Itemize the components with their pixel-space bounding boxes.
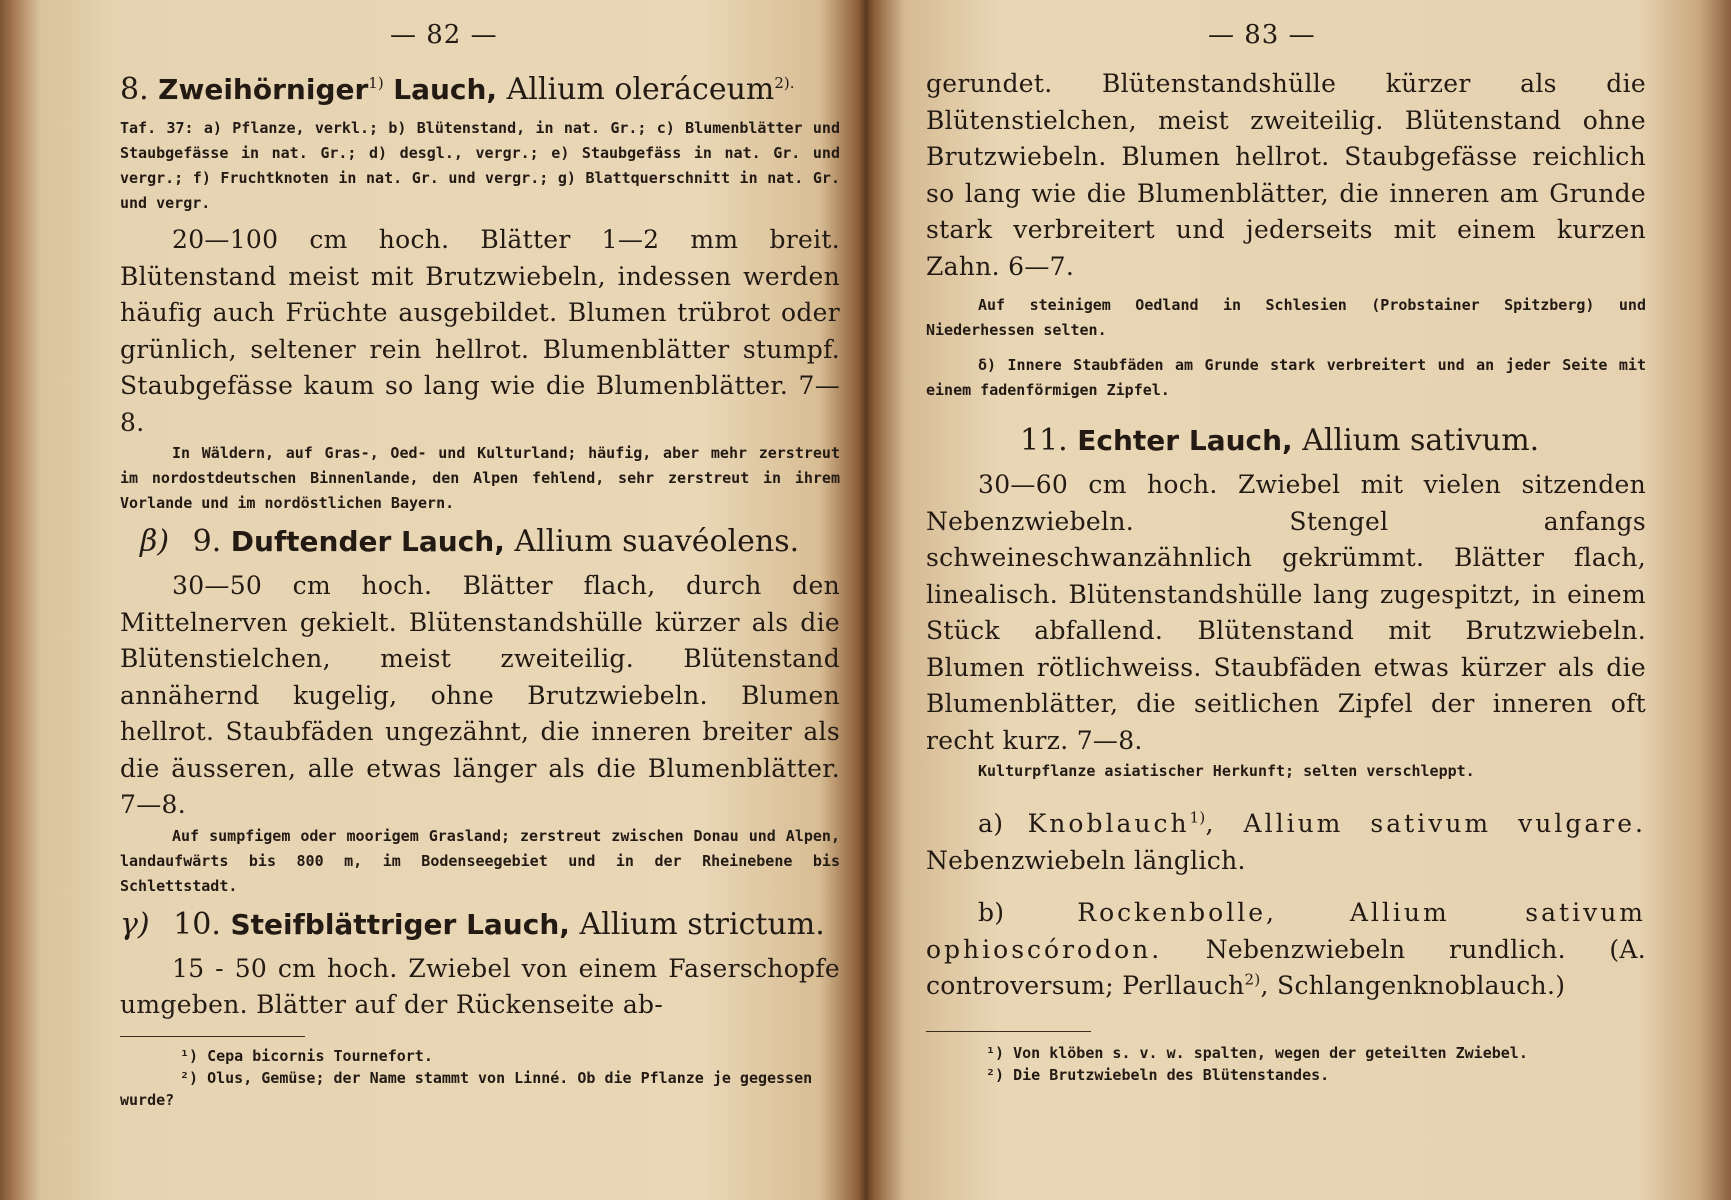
subspecies-delta-note: δ) Innere Staubfäden am Grunde stark verbreitert und an jeder Seite mit einem fadenförmigen Zipfel. [926,356,1646,399]
species-8-number: 8. [120,72,149,107]
footnote-ref-right-2: 2) [1244,970,1261,989]
species-10-continuation: gerundet. Blütenstandshülle kürzer als die Blütenstielchen, meist zweiteilig. Blütenstand ohne Brutzwiebeln. Blumen hellrot. Staubgefässe reichlich so lang wie die Blumenblätter, die inneren am Grunde stark verbreitert und jederseits mit einem kurzen Zahn. 6—7. [926,69,1646,281]
species-10-number: 10. [173,906,221,942]
variety-a-label: a) [978,809,1004,838]
species-8-description: 20—100 cm hoch. Blätter 1—2 mm breit. Blütenstand meist mit Brutzwiebeln, indessen werden häufig auch Früchte ausgebildet. Blumen trübrot oder grünlich, seltener rein hellrot. Blumenblätter stumpf. Staubgefässe kaum so lang wie die Blumenblätter. 7—8. [120,225,840,437]
species-8-name: Zweihörniger [158,73,369,106]
species-11-latin: Allium sativum. [1302,423,1540,458]
species-9-number: 9. [192,524,222,559]
variety-a [926,806,1646,879]
species-10-latin: Allium strictum. [579,906,825,942]
species-8-latin: Allium oleráceum [506,72,775,107]
footnote-ref-2: 2). [774,74,795,92]
species-10-mark: γ) [120,906,150,942]
footnote-divider-left [120,1036,305,1037]
species-8-genus: Lauch, [393,73,498,106]
species-10-description: 15 - 50 cm hoch. Zwiebel von einem Faserschopfe umgeben. Blätter auf der Rückenseite ab- [120,953,840,1019]
variety-b-label: b) [978,898,1005,927]
species-9-heading [120,522,840,562]
left-page-body [120,70,840,1111]
species-10-habitat: Auf steinigem Oedland in Schlesien (Probstainer Spitzberg) und Niederhessen selten. [926,296,1646,339]
variety-b-name: Rockenbolle, [1077,898,1277,927]
variety-b-text: Nebenzwiebeln rundlich. (A. controversum; Perllauch [926,934,1646,1000]
species-11-heading [926,421,1646,461]
right-page [918,0,1646,1200]
species-9-habitat: Auf sumpfigem oder moorigem Grasland; zerstreut zwischen Donau und Alpen, landaufwärts bis 800 m, im Bodenseegebiet und in der Rheinebene bis Schlettstadt. [120,826,840,895]
species-9-description: 30—50 cm hoch. Blätter flach, durch den Mittelnerven gekielt. Blütenstandshülle kürzer als die Blütenstielchen, meist zweiteilig. Blütenstand annähernd kugelig, ohne Brutzwiebeln. Blumen hellrot. Staubfäden ungezähnt, die inneren breiter als die äusseren, alle etwas länger als die Blumenblätter. 7—8. [120,571,840,819]
species-8-habitat: In Wäldern, auf Gras-, Oed- und Kulturland; häufig, aber mehr zerstreut im nordostdeutschen Binnenlande, den Alpen fehlend, sehr zerstreut in ihrem Vorlande und im nordöstlichen Bayern. [120,444,840,512]
variety-a-name: Knoblauch [1027,809,1190,838]
variety-a-latin: , Allium sativum vulgare. [1205,809,1646,838]
left-page [110,0,840,1200]
species-9-mark: β) [140,524,170,559]
footnote-ref-right-1: 1) [1189,808,1206,827]
species-11-number: 11. [1020,423,1068,458]
species-8-plate-note: Taf. 37: a) Pflanze, verkl.; b) Blütenstand, in nat. Gr.; c) Blumenblätter und Staubgefässe in nat. Gr.; d) desgl., vergr.; e) Staubgefäss in nat. Gr. und vergr.; f) Fruchtknoten in nat. Gr. und vergr.; g) Blattquerschnitt in nat. Gr. und vergr. [120,119,840,212]
footnote-left-2: ²) Olus, Gemüse; der Name stammt von Linné. Ob die Pflanze je gegessen wurde? [120,1068,813,1109]
variety-b [926,895,1646,1005]
footnote-right-1: ¹) Von klöben s. v. w. spalten, wegen der geteilten Zwiebel. [986,1043,1528,1062]
species-11-habitat: Kulturpflanze asiatischer Herkunft; selten verschleppt. [978,762,1475,780]
species-11-description: 30—60 cm hoch. Zwiebel mit vielen sitzenden Nebenzwiebeln. Stengel anfangs schweineschwanzähnlich gekrümmt. Blätter flach, linealisch. Blütenstandshülle lang zugespitzt, in einem Stück abfallend. Blütenstand mit Brutzwiebeln. Blumen rötlichweiss. Staubfäden etwas kürzer als die Blumenblätter, die seitlichen Zipfel der inneren oft recht kurz. 7—8. [926,470,1646,755]
species-11-name: Echter Lauch, [1077,424,1293,457]
variety-b-text2: , Schlangenknoblauch.) [1260,971,1566,1000]
footnote-ref-1: 1) [368,74,384,92]
species-8-heading [120,70,840,110]
species-10-heading [120,905,840,945]
footnote-divider-right [926,1031,1091,1032]
page-number-left: — 82 — [390,20,498,50]
species-9-latin: Allium suavéolens. [514,524,800,559]
variety-b-latin: Allium sativum ophioscórodon. [926,898,1646,964]
right-page-body [926,66,1646,1086]
species-9-name: Duftender Lauch, [230,525,505,558]
footnote-left-1: ¹) Cepa bicornis Tournefort. [180,1046,433,1065]
page-number-right: — 83 — [1208,20,1316,50]
species-10-name: Steifblättriger Lauch, [230,907,570,941]
variety-a-text: Nebenzwiebeln länglich. [926,845,1246,875]
footnote-right-2: ²) Die Brutzwiebeln des Blütenstandes. [986,1065,1330,1084]
